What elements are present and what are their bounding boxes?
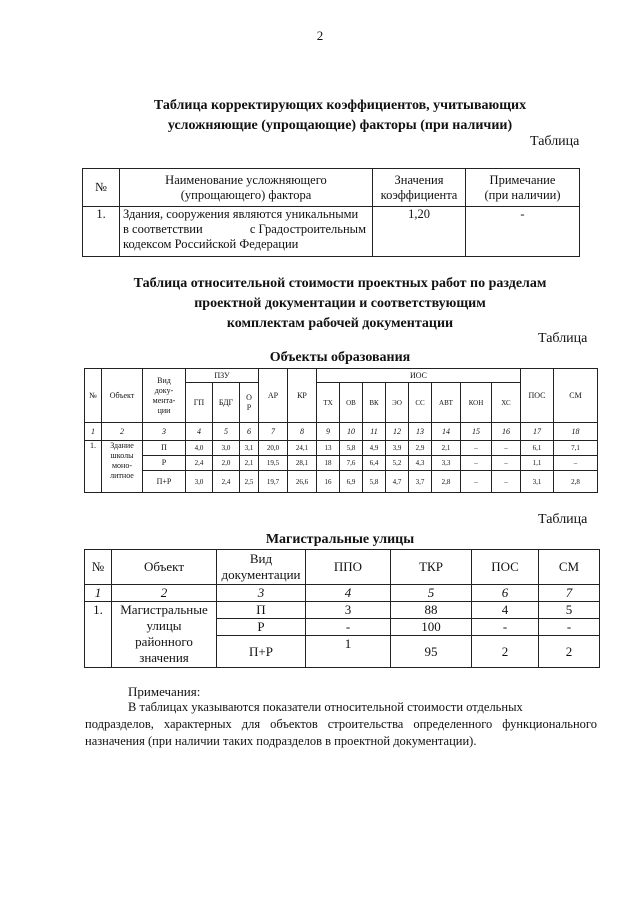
note-value: -	[466, 207, 580, 257]
h-doc-type-2: доку-	[154, 385, 174, 395]
section2-title-line3: комплектам рабочей документации	[226, 316, 454, 331]
h3-ppo: ППО	[306, 550, 391, 585]
cell: 4,9	[363, 441, 386, 456]
cell: 4,7	[386, 471, 409, 493]
h-ss: СС	[409, 383, 432, 423]
factor-text-line2b: с Градостроительным	[249, 222, 366, 236]
header-coefficient-line1: Значения	[394, 172, 444, 187]
cell: 19,5	[259, 456, 288, 471]
h-pzu: ПЗУ	[186, 369, 259, 383]
table1-label: Таблица	[530, 134, 580, 149]
cell: 19,7	[259, 471, 288, 493]
table1-title-line2: усложняющие (упрощающие) факторы (при наличии)	[167, 118, 513, 133]
cell: 7,6	[340, 456, 363, 471]
idx-8: 8	[288, 423, 317, 441]
notes-text	[85, 699, 597, 750]
cell: 3,1	[521, 471, 554, 493]
street-name-4: значения	[139, 650, 189, 665]
cell: –	[461, 471, 492, 493]
header-note	[466, 169, 580, 207]
h-tx: ТХ	[317, 383, 340, 423]
street-name-1: Магистральные	[120, 602, 208, 617]
main-streets-table	[84, 549, 600, 668]
header-coefficient-line2: коэффициента	[380, 187, 458, 202]
h-doc-type-4: ции	[157, 405, 171, 415]
correction-factors-table	[82, 168, 580, 257]
cell: 88	[391, 602, 472, 619]
idx-9: 9	[317, 423, 340, 441]
idx-18: 18	[554, 423, 598, 441]
cell: 2,1	[240, 456, 259, 471]
table3-subtitle: Магистральные улицы	[265, 532, 415, 547]
factor-text-line2	[123, 222, 372, 237]
doc-type-cell: П	[217, 602, 306, 619]
table-row	[85, 456, 598, 471]
street-object-name	[112, 602, 217, 668]
row-num: 1.	[83, 207, 120, 257]
idx3-2: 2	[112, 585, 217, 602]
h-doc-type	[143, 369, 186, 423]
cell: 100	[391, 619, 472, 636]
header-note-line2: (при наличии)	[484, 187, 561, 202]
cell: –	[554, 456, 598, 471]
idx-1: 1	[85, 423, 102, 441]
h-or-1: О	[246, 392, 252, 402]
h-num: №	[85, 369, 102, 423]
h-or-2: Р	[246, 402, 252, 412]
table-row	[85, 471, 598, 493]
h-kr: КР	[288, 369, 317, 423]
cell: 3,3	[432, 456, 461, 471]
h-ar: АР	[259, 369, 288, 423]
table1-title	[60, 96, 620, 136]
cell: 3,9	[386, 441, 409, 456]
cell: –	[461, 441, 492, 456]
idx3-7: 7	[539, 585, 600, 602]
cell: 28,1	[288, 456, 317, 471]
cell: 18	[317, 456, 340, 471]
street-name-2: улицы	[146, 618, 182, 633]
h-ios: ИОС	[317, 369, 521, 383]
cell: 6,4	[363, 456, 386, 471]
cell: -	[472, 619, 539, 636]
cell: -	[306, 619, 391, 636]
street-name-3: районного	[135, 634, 193, 649]
cell: 4,0	[186, 441, 213, 456]
notes-text-rest: подразделов, характерных для объектов строительства определенного функционального назначения (при наличии таких подразделов в проектной документации).	[85, 717, 597, 748]
index-row	[85, 423, 598, 441]
doc-type-cell: П+Р	[217, 636, 306, 668]
h-doc-type-1: Вид	[157, 375, 171, 385]
table3-label: Таблица	[538, 512, 588, 527]
cell: 2,9	[409, 441, 432, 456]
h3-sm: СМ	[539, 550, 600, 585]
factor-text-line1: Здания, сооружения являются уникальными	[123, 207, 359, 221]
cell: 6,1	[521, 441, 554, 456]
idx-7: 7	[259, 423, 288, 441]
idx3-4: 4	[306, 585, 391, 602]
header-note-line1: Примечание	[489, 172, 556, 187]
cell: 4	[472, 602, 539, 619]
table-row	[85, 602, 600, 619]
idx-5: 5	[213, 423, 240, 441]
h3-doc-line1: Вид	[249, 551, 273, 566]
object-name-4: литное	[110, 471, 134, 480]
cell: –	[461, 456, 492, 471]
idx-4: 4	[186, 423, 213, 441]
doc-type-cell: П	[143, 441, 186, 456]
page-number: 2	[316, 28, 324, 43]
idx-17: 17	[521, 423, 554, 441]
object-name-1: Здание	[110, 441, 134, 450]
h-kon: КОН	[461, 383, 492, 423]
idx-13: 13	[409, 423, 432, 441]
factor-text	[120, 207, 373, 257]
header-factor-name-line2: (упрощающего) фактора	[180, 187, 312, 202]
section2-title-line2: проектной документации и соответствующим	[194, 296, 486, 311]
table-row	[85, 441, 598, 456]
idx-11: 11	[363, 423, 386, 441]
cell: 16	[317, 471, 340, 493]
idx-15: 15	[461, 423, 492, 441]
idx3-6: 6	[472, 585, 539, 602]
h3-num: №	[85, 550, 112, 585]
cell: 3,0	[186, 471, 213, 493]
doc-type-cell: Р	[143, 456, 186, 471]
coefficient-value: 1,20	[373, 207, 466, 257]
object-name-2: школы	[110, 451, 134, 460]
h-bdg: БДГ	[213, 383, 240, 423]
cell: 5,8	[363, 471, 386, 493]
cell: 2,8	[432, 471, 461, 493]
section2-subtitle: Объекты образования	[269, 350, 411, 365]
index-row	[85, 585, 600, 602]
factor-text-line3: кодексом Российской Федерации	[123, 237, 299, 251]
idx-10: 10	[340, 423, 363, 441]
cell: 3	[306, 602, 391, 619]
cell: 2,8	[554, 471, 598, 493]
doc-type-cell: П+Р	[143, 471, 186, 493]
h-or	[240, 383, 259, 423]
h-khs: ХС	[492, 383, 521, 423]
h-doc-type-3: мента-	[152, 395, 176, 405]
object-name	[102, 441, 143, 493]
header-coefficient	[373, 169, 466, 207]
notes-text-first: В таблицах указываются показатели относительной стоимости отдельных	[128, 700, 523, 714]
education-objects-table	[84, 368, 598, 493]
section2-title-line1: Таблица относительной стоимости проектных работ по разделам	[133, 276, 547, 291]
cell: –	[492, 471, 521, 493]
h-sm: СМ	[554, 369, 598, 423]
cell: -	[539, 619, 600, 636]
cell: 3,0	[213, 441, 240, 456]
notes-heading: Примечания:	[128, 684, 201, 699]
table1-title-line1: Таблица корректирующих коэффициентов, учитывающих	[153, 98, 527, 113]
h-vk: ВК	[363, 383, 386, 423]
idx3-3: 3	[217, 585, 306, 602]
cell: 7,1	[554, 441, 598, 456]
header-factor-name	[120, 169, 373, 207]
cell: 5,8	[340, 441, 363, 456]
section2-label: Таблица	[538, 331, 588, 346]
h3-tkr: ТКР	[391, 550, 472, 585]
cell: 20,0	[259, 441, 288, 456]
h-eo: ЭО	[386, 383, 409, 423]
h-object: Объект	[102, 369, 143, 423]
doc-type-cell: Р	[217, 619, 306, 636]
cell: –	[492, 456, 521, 471]
object-num: 1.	[85, 441, 102, 493]
idx-3: 3	[143, 423, 186, 441]
cell: 2	[539, 636, 600, 668]
cell: 13	[317, 441, 340, 456]
idx3-1: 1	[85, 585, 112, 602]
street-num: 1.	[85, 602, 112, 668]
h-pos: ПОС	[521, 369, 554, 423]
cell: 1	[306, 636, 391, 668]
idx-2: 2	[102, 423, 143, 441]
h3-doc	[217, 550, 306, 585]
cell: 95	[391, 636, 472, 668]
idx-12: 12	[386, 423, 409, 441]
idx-6: 6	[240, 423, 259, 441]
h3-doc-line2: документации	[221, 567, 301, 582]
factor-text-line2a: в соответствии	[123, 222, 203, 236]
cell: 5	[539, 602, 600, 619]
cell: 2	[472, 636, 539, 668]
idx-16: 16	[492, 423, 521, 441]
cell: 1,1	[521, 456, 554, 471]
cell: 3,1	[240, 441, 259, 456]
section2-title	[60, 274, 620, 334]
cell: 2,1	[432, 441, 461, 456]
cell: 26,6	[288, 471, 317, 493]
cell: 3,7	[409, 471, 432, 493]
header-num: №	[83, 169, 120, 207]
cell: 2,4	[213, 471, 240, 493]
cell: 6,9	[340, 471, 363, 493]
cell: –	[492, 441, 521, 456]
h3-pos: ПОС	[472, 550, 539, 585]
cell: 5,2	[386, 456, 409, 471]
h-avt: АВТ	[432, 383, 461, 423]
h3-object: Объект	[112, 550, 217, 585]
cell: 4,3	[409, 456, 432, 471]
h-ov: ОВ	[340, 383, 363, 423]
h-gp: ГП	[186, 383, 213, 423]
header-factor-name-line1: Наименование усложняющего	[165, 172, 327, 187]
idx3-5: 5	[391, 585, 472, 602]
idx-14: 14	[432, 423, 461, 441]
cell: 2,5	[240, 471, 259, 493]
object-name-3: моно-	[111, 461, 132, 470]
cell: 24,1	[288, 441, 317, 456]
cell: 2,0	[213, 456, 240, 471]
cell: 2,4	[186, 456, 213, 471]
